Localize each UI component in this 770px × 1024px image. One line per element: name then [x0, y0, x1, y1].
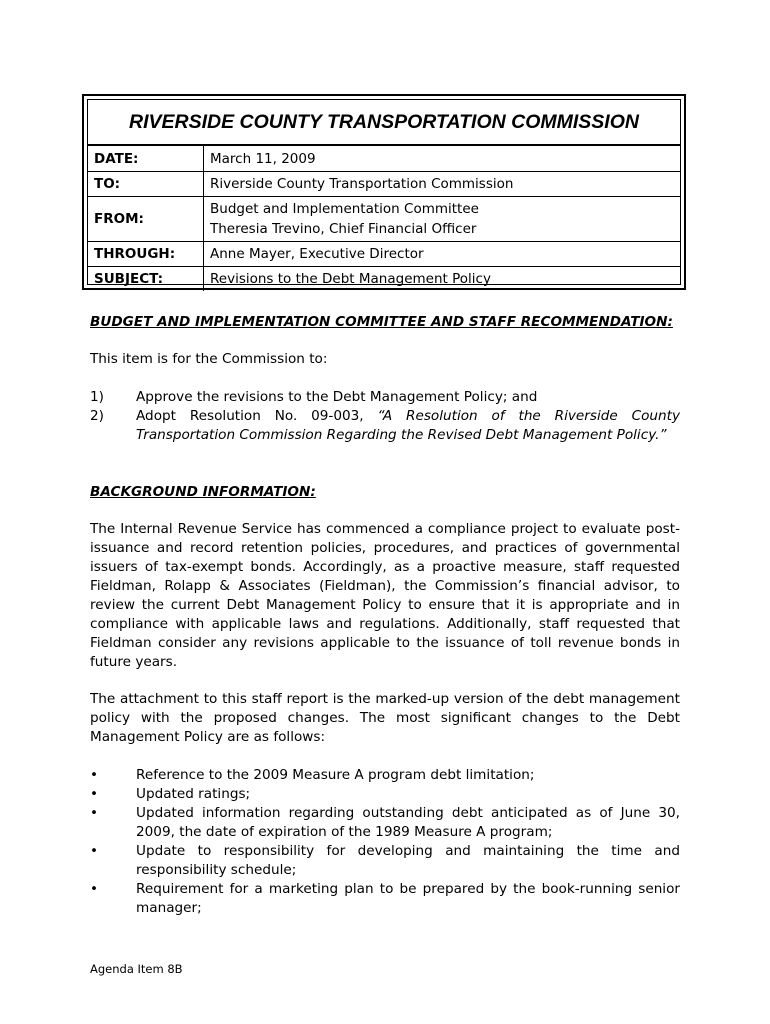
date-value: March 11, 2009 — [210, 150, 316, 167]
from-label: FROM: — [88, 197, 204, 242]
from-value-line2: Theresia Trevino, Chief Financial Officer — [210, 221, 477, 237]
list-item — [90, 880, 680, 918]
bullet-icon: • — [90, 843, 99, 859]
background-paragraph-1: The Internal Revenue Service has commenced a compliance project to evaluate post-issuance and record retention policies, procedures, and practices of governmental issuers of tax-exempt bonds. Accordingly, as a proactive measure, staff requested Fieldman, Rolapp & Associates (Fieldman), the Commission’s financial advisor, to review the current Debt Management Policy to ensure that it is appropriate and in compliance with applicable laws and regulations. Additionally, staff requested that Fieldman consider any revisions applicable to the issuance of toll revenue bonds in future years. — [90, 521, 680, 670]
list-item-text: Update to responsibility for developing and maintaining the time and responsibility schedule; — [136, 843, 680, 878]
list-item — [90, 388, 680, 407]
from-value-line1: Budget and Implementation Committee — [210, 201, 479, 217]
memo-row-to — [88, 172, 680, 197]
background-paragraph-2: The attachment to this staff report is the marked-up version of the debt management policy with the proposed changes. The most significant changes to the Debt Management Policy are as follows: — [90, 691, 680, 745]
list-item-text: Updated information regarding outstanding debt anticipated as of June 30, 2009, the date of expiration of the 1989 Measure A program; — [136, 805, 680, 840]
through-value: Anne Mayer, Executive Director — [204, 242, 681, 267]
changes-bullet-list — [90, 766, 680, 918]
memo-header-inner — [87, 99, 681, 285]
memo-row-subject — [88, 267, 680, 292]
list-item — [90, 804, 680, 842]
bullet-icon: • — [90, 767, 99, 783]
list-item — [90, 407, 680, 445]
list-item-text: Reference to the 2009 Measure A program debt limitation; — [136, 767, 535, 783]
date-label: DATE: — [88, 146, 204, 172]
memo-row-through — [88, 242, 680, 267]
subject-label: SUBJECT: — [88, 267, 204, 292]
through-label: THROUGH: — [88, 242, 204, 267]
bullet-icon: • — [90, 881, 99, 897]
to-label: TO: — [88, 172, 204, 197]
memo-row-date — [88, 146, 680, 172]
resolution-title: “A Resolution of the Riverside County Transportation Commission Regarding the Revised Debt Management Policy.” — [136, 408, 680, 443]
list-item — [90, 766, 680, 785]
list-item-number: 2) — [90, 408, 104, 424]
memo-title: RIVERSIDE COUNTY TRANSPORTATION COMMISSION — [129, 110, 639, 133]
subject-value: Revisions to the Debt Management Policy — [204, 267, 681, 292]
memo-row-from — [88, 197, 680, 242]
title-row — [88, 100, 680, 146]
list-item-text — [136, 407, 680, 445]
bullet-icon: • — [90, 805, 99, 821]
list-item-number: 1) — [90, 389, 104, 405]
list-item — [90, 842, 680, 880]
recommendation-heading: BUDGET AND IMPLEMENTATION COMMITTEE AND STAFF RECOMMENDATION: — [90, 314, 673, 330]
resolution-text: Adopt Resolution No. 09-003, — [136, 408, 378, 424]
from-value — [204, 197, 681, 242]
list-item-text: Approve the revisions to the Debt Management Policy; and — [136, 389, 538, 405]
bullet-icon: • — [90, 786, 99, 802]
to-value: Riverside County Transportation Commission — [204, 172, 681, 197]
background-heading: BACKGROUND INFORMATION: — [90, 484, 316, 500]
recommendation-list — [90, 388, 680, 445]
list-item — [90, 785, 680, 804]
recommendation-intro: This item is for the Commission to: — [90, 351, 328, 367]
memo-fields-table — [88, 146, 680, 291]
list-item-text: Requirement for a marketing plan to be prepared by the book-running senior manager; — [136, 881, 680, 916]
agenda-item-footer: Agenda Item 8B — [90, 962, 183, 976]
memo-header-box — [82, 94, 686, 290]
list-item-text: Updated ratings; — [136, 786, 251, 802]
